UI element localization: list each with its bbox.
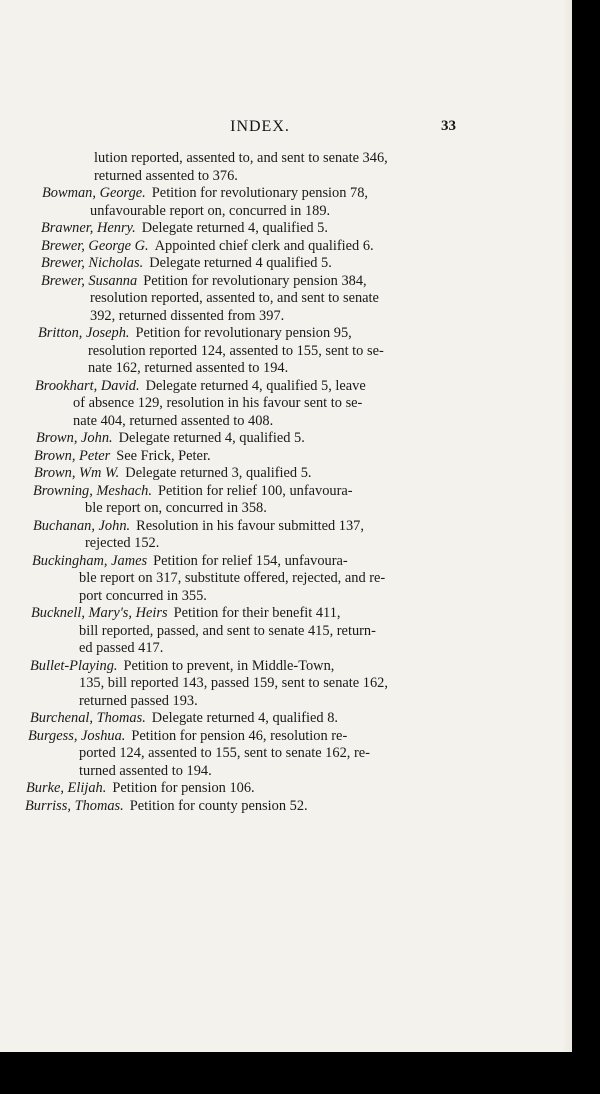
scan-border (0, 1052, 600, 1094)
entry-name: Brown, Peter (34, 447, 111, 464)
entry-name: Brown, Wm W. (34, 465, 120, 481)
index-entry (0, 273, 572, 326)
entry-first-line (0, 553, 572, 571)
entry-text: Petition to prevent, in Middle-Town, (123, 657, 335, 674)
entry-name: Buckingham, James (32, 552, 148, 569)
entry-first-line (0, 728, 572, 746)
entry-continuation-line (0, 343, 572, 361)
entry-continuation-line (0, 308, 572, 326)
entry-text: of absence 129, resolution in his favour sent to se- (73, 395, 363, 411)
index-entry (0, 238, 572, 256)
index-entry (0, 710, 572, 728)
entry-first-line (0, 185, 572, 203)
entry-text: resolution reported, assented to, and sent to senate (90, 290, 379, 306)
entry-first-line (0, 483, 572, 501)
entry-text: nate 162, returned assented to 194. (88, 360, 289, 376)
entry-first-line (0, 150, 572, 168)
entry-first-line (0, 378, 572, 396)
entry-text: Petition for their benefit 411, (173, 605, 341, 621)
index-entry (0, 483, 572, 518)
entry-name: Britton, Joseph. (38, 325, 130, 341)
entry-first-line (0, 273, 572, 291)
entry-first-line (0, 658, 572, 676)
entry-name: Brewer, Nicholas. (41, 255, 144, 271)
entry-text: Petition for relief 154, unfavoura- (153, 552, 348, 569)
entry-continuation-line (0, 500, 572, 518)
index-entry (0, 553, 572, 606)
entry-text: Petition for revolutionary pension 78, (151, 185, 369, 201)
index-entry (0, 728, 572, 781)
index-entry (0, 780, 572, 798)
entry-text: returned assented to 376. (94, 167, 238, 184)
entry-text: Petition for revolutionary pension 95, (135, 325, 352, 341)
entry-text: lution reported, assented to, and sent to senate 346, (94, 150, 388, 166)
entry-name: Brewer, George G. (41, 237, 149, 254)
entry-first-line (0, 238, 572, 256)
entry-continuation-line (0, 623, 572, 641)
entry-continuation-line (0, 745, 572, 763)
entry-first-line (0, 255, 572, 273)
page-title: INDEX. (230, 118, 290, 135)
index-entry (0, 255, 572, 273)
entry-text: rejected 152. (85, 535, 160, 551)
entry-continuation-line (0, 640, 572, 658)
entry-continuation-line (0, 168, 572, 186)
entry-text: Petition for relief 100, unfavoura- (157, 482, 353, 499)
entry-first-line (0, 710, 572, 728)
entry-name: Bullet-Playing. (30, 657, 118, 674)
entry-continuation-line (0, 588, 572, 606)
entry-text: returned passed 193. (79, 692, 198, 709)
index-entry (0, 798, 572, 816)
entry-text: turned assented to 194. (79, 762, 212, 779)
entry-continuation-line (0, 395, 572, 413)
entry-continuation-line (0, 535, 572, 553)
entry-text: 135, bill reported 143, passed 159, sent to senate 162, (79, 675, 388, 691)
entry-name: Burke, Elijah. (26, 780, 107, 796)
entry-continuation-line (0, 693, 572, 711)
entry-continuation-line (0, 763, 572, 781)
index-entry (0, 185, 572, 220)
entry-first-line (0, 325, 572, 343)
entry-name: Brown, John. (36, 430, 113, 446)
entry-first-line (0, 465, 572, 483)
entry-text: Delegate returned 4, qualified 5. (141, 220, 328, 236)
entry-text: resolution reported 124, assented to 155, sent to se- (88, 342, 384, 359)
index-entry (0, 220, 572, 238)
index-entry (0, 448, 572, 466)
entry-first-line (0, 430, 572, 448)
entry-name: Burriss, Thomas. (25, 797, 124, 814)
entry-name: Buchanan, John. (33, 517, 131, 534)
entry-first-line (0, 518, 572, 536)
entry-text: Delegate returned 3, qualified 5. (125, 465, 312, 481)
index-entry (0, 430, 572, 448)
entry-continuation-line (0, 203, 572, 221)
entry-text: Petition for county pension 52. (129, 797, 308, 814)
entry-text: Resolution in his favour submitted 137, (136, 517, 364, 534)
entry-text: See Frick, Peter. (116, 447, 211, 464)
entry-name: Bucknell, Mary's, Heirs (31, 605, 168, 621)
index-entry (0, 150, 572, 185)
index-entry (0, 518, 572, 553)
entry-text: bill reported, passed, and sent to senate 415, return- (79, 622, 376, 639)
entry-text: 392, returned dissented from 397. (90, 307, 285, 324)
index-entries (0, 150, 572, 815)
entry-text: Delegate returned 4, qualified 5, leave (145, 377, 366, 394)
entry-continuation-line (0, 360, 572, 378)
entry-text: Petition for revolutionary pension 384, (143, 272, 367, 289)
entry-text: Appointed chief clerk and qualified 6. (154, 237, 374, 254)
entry-text: ble report on, concurred in 358. (85, 500, 267, 516)
entry-continuation-line (0, 570, 572, 588)
index-entry (0, 658, 572, 711)
entry-text: ed passed 417. (79, 640, 164, 656)
index-entry (0, 605, 572, 658)
index-entry (0, 325, 572, 378)
entry-continuation-line (0, 675, 572, 693)
entry-text: port concurred in 355. (79, 587, 207, 604)
entry-first-line (0, 448, 572, 466)
entry-continuation-line (0, 413, 572, 431)
entry-first-line (0, 780, 572, 798)
entry-first-line (0, 798, 572, 816)
entry-text: Delegate returned 4, qualified 8. (151, 710, 338, 726)
entry-text: ble report on 317, substitute offered, rejected, and re- (79, 570, 386, 586)
entry-continuation-line (0, 290, 572, 308)
entry-name: Burgess, Joshua. (28, 727, 126, 744)
entry-text: ported 124, assented to 155, sent to senate 162, re- (79, 745, 370, 761)
entry-text: unfavourable report on, concurred in 189. (90, 202, 331, 219)
index-entry (0, 378, 572, 431)
entry-text: Delegate returned 4 qualified 5. (149, 255, 332, 271)
page-number: 33 (441, 118, 456, 134)
entry-name: Brookhart, David. (35, 377, 140, 394)
entry-name: Browning, Meshach. (33, 482, 152, 499)
entry-text: nate 404, returned assented to 408. (73, 412, 274, 429)
entry-text: Petition for pension 46, resolution re- (131, 727, 348, 744)
entry-text: Petition for pension 106. (112, 780, 255, 796)
entry-name: Brawner, Henry. (41, 220, 136, 236)
entry-first-line (0, 605, 572, 623)
entry-first-line (0, 220, 572, 238)
entry-name: Bowman, George. (42, 185, 146, 201)
index-entry (0, 465, 572, 483)
entry-name: Brewer, Susanna (41, 272, 138, 289)
entry-name: Burchenal, Thomas. (30, 710, 146, 726)
entry-text: Delegate returned 4, qualified 5. (118, 430, 305, 446)
